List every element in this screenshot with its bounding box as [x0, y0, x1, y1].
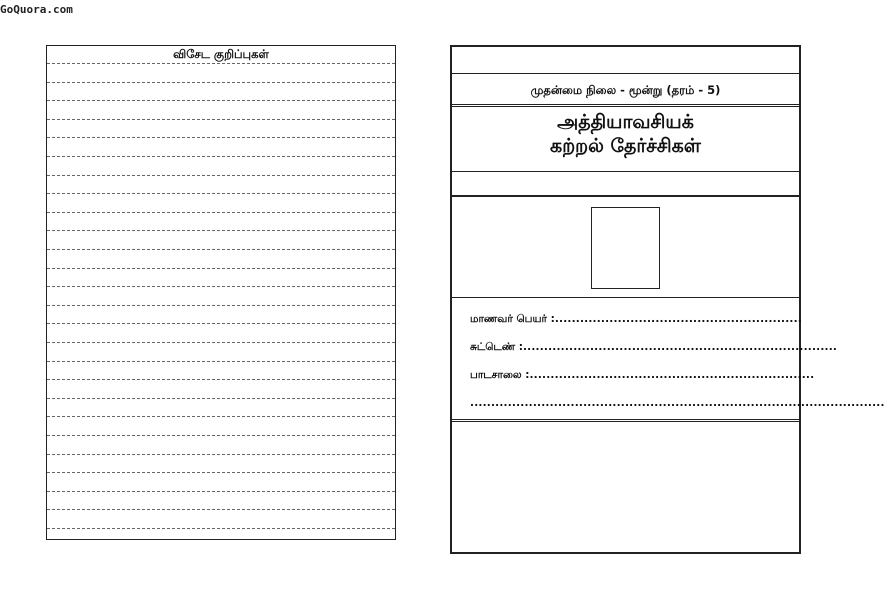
field-label: சுட்டெண் : — [470, 341, 523, 353]
notes-line — [47, 286, 395, 287]
grade-level-label: முதன்மை நிலை - மூன்று (தரம் - 5) — [530, 83, 721, 97]
index-number-field[interactable] — [470, 337, 838, 365]
notes-line — [47, 249, 395, 250]
student-name-field[interactable] — [470, 309, 802, 337]
student-details — [470, 309, 885, 421]
site-watermark: GoQuora.com — [0, 3, 73, 16]
cover-title-line-1: அத்தியாவசியக் — [557, 111, 694, 133]
cover-title — [452, 107, 799, 171]
school-field[interactable] — [470, 365, 815, 393]
notes-line — [47, 119, 395, 120]
notes-line — [47, 82, 395, 83]
special-notes-page — [46, 45, 396, 540]
cover-page — [450, 45, 885, 554]
notes-line — [47, 100, 395, 101]
notes-line — [47, 528, 395, 529]
notes-line — [47, 305, 395, 306]
divider — [452, 171, 799, 172]
notes-line — [47, 230, 395, 231]
field-label: மாணவர் பெயர் : — [470, 313, 555, 325]
notes-line — [47, 137, 395, 138]
field-dots: .................................................................... — [529, 369, 815, 381]
notes-line — [47, 63, 395, 64]
notes-line — [47, 398, 395, 399]
cover-title-line-2: கற்றல் தேர்ச்சிகள் — [550, 135, 701, 157]
photo-placeholder — [591, 207, 660, 289]
notes-line — [47, 454, 395, 455]
divider — [452, 419, 799, 422]
divider — [452, 73, 799, 74]
notes-line — [47, 268, 395, 269]
field-dots: ................................................................................................... — [470, 397, 885, 409]
notes-line — [47, 156, 395, 157]
notes-line — [47, 379, 395, 380]
notes-line — [47, 193, 395, 194]
notes-line — [47, 472, 395, 473]
field-dots: ........................................................................... — [522, 341, 838, 353]
divider — [452, 297, 799, 298]
field-dots: ........................................................... — [554, 313, 802, 325]
notes-line — [47, 323, 395, 324]
school-extra-line[interactable] — [470, 393, 885, 421]
notes-line — [47, 509, 395, 510]
notes-line — [47, 491, 395, 492]
notes-line — [47, 342, 395, 343]
notes-line — [47, 212, 395, 213]
divider — [452, 195, 799, 197]
notes-line — [47, 435, 395, 436]
field-label: பாடசாலை : — [470, 369, 530, 381]
notes-line — [47, 416, 395, 417]
notes-ruled-lines — [47, 46, 395, 539]
notes-line — [47, 175, 395, 176]
notes-title: விசேட குறிப்புகள் — [173, 47, 269, 61]
notes-line — [47, 361, 395, 362]
